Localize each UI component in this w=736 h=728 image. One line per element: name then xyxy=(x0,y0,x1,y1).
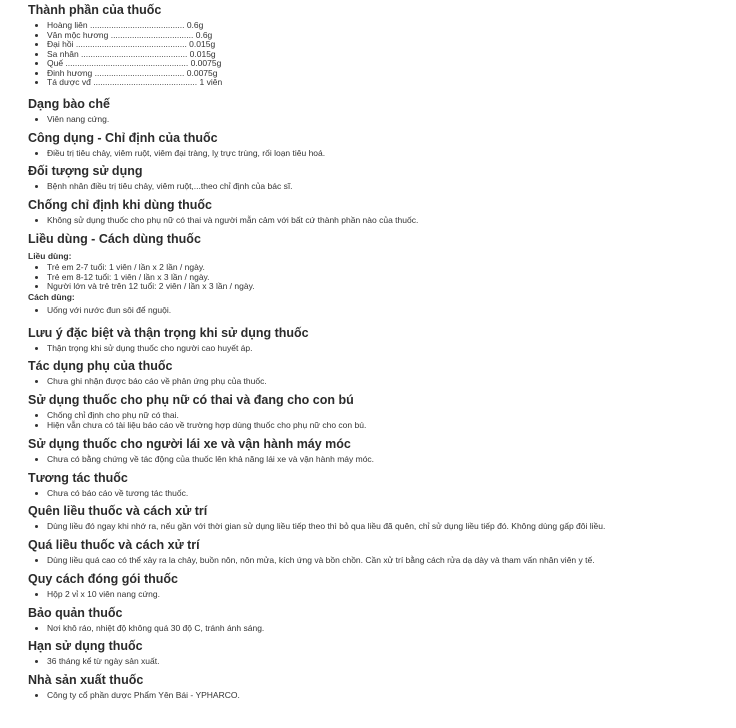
section-missed-dose xyxy=(28,503,605,532)
list-item: • Chưa có báo cáo về tương tác thuốc. xyxy=(47,489,188,499)
section-title: Sử dụng thuốc cho người lái xe và vận hành máy móc xyxy=(28,437,351,451)
list-item: • 36 tháng kể từ ngày sản xuất. xyxy=(47,657,160,667)
item-list xyxy=(28,377,267,387)
list-item: • Uống với nước đun sôi để nguội. xyxy=(47,306,255,316)
section-indications xyxy=(28,130,325,159)
section-ingredients xyxy=(28,2,222,88)
list-item: • Bệnh nhân điều trị tiêu chảy, viêm ruột,...theo chỉ định của bác sĩ. xyxy=(47,182,293,192)
dosage-list xyxy=(28,263,255,292)
list-item: • Viên nang cứng. xyxy=(47,115,110,125)
section-title: Chống chỉ định khi dùng thuốc xyxy=(28,198,212,212)
list-item: • Nơi khô ráo, nhiệt độ không quá 30 độ C, tránh ánh sáng. xyxy=(47,624,264,634)
list-item: • Hộp 2 vỉ x 10 viên nang cứng. xyxy=(47,590,178,600)
list-item: • Đinh hương ...................................... 0.0075g xyxy=(47,69,222,79)
item-list xyxy=(28,590,178,600)
section-title: Thành phần của thuốc xyxy=(28,3,162,17)
section-title: Quy cách đóng gói thuốc xyxy=(28,572,178,586)
section-title: Quên liều thuốc và cách xử trí xyxy=(28,504,208,518)
section-title: Nhà sản xuất thuốc xyxy=(28,673,144,687)
section-dosage xyxy=(28,231,255,315)
section-title: Dạng bào chế xyxy=(28,97,110,111)
section-title: Sử dụng thuốc cho phụ nữ có thai và đang cho con bú xyxy=(28,393,354,407)
section-title: Đối tượng sử dụng xyxy=(28,164,143,178)
usage-subheading: Cách dùng: xyxy=(28,291,75,302)
list-item: • Chưa ghi nhận được báo cáo về phản ứng phụ của thuốc. xyxy=(47,377,267,387)
section-packaging xyxy=(28,571,178,600)
item-list xyxy=(28,657,160,667)
section-title: Hạn sử dụng thuốc xyxy=(28,639,143,653)
list-item: • Điều trị tiêu chảy, viêm ruột, viêm đại tràng, lỵ trực trùng, rối loạn tiêu hoá. xyxy=(47,149,325,159)
section-interactions xyxy=(28,470,188,499)
list-item: • Không sử dụng thuốc cho phụ nữ có thai và người mẫn cảm với bất cứ thành phần nào của thuốc. xyxy=(47,216,418,226)
list-item: • Chưa có bằng chứng về tác động của thuốc lên khả năng lái xe và vận hành máy móc. xyxy=(47,455,374,465)
list-item: • Công ty cổ phần dược Phẩm Yên Bái - YPHARCO. xyxy=(47,691,240,701)
section-side-effects xyxy=(28,358,267,387)
item-list xyxy=(28,522,605,532)
item-list xyxy=(28,556,595,566)
section-precautions xyxy=(28,325,309,354)
section-title: Lưu ý đặc biệt và thận trọng khi sử dụng thuốc xyxy=(28,326,309,340)
section-expiry xyxy=(28,638,160,667)
list-item: • Đại hồi ............................................... 0.015g xyxy=(47,40,222,50)
section-overdose xyxy=(28,537,595,566)
item-list xyxy=(28,455,374,465)
list-item: • Sa nhân ............................................. 0.015g xyxy=(47,50,222,60)
section-dosage-form xyxy=(28,96,110,125)
list-item: • Thận trọng khi sử dụng thuốc cho người cao huyết áp. xyxy=(47,344,309,354)
list-item: • Hiện vẫn chưa có tài liệu báo cáo về trường hợp dùng thuốc cho phụ nữ cho con bú. xyxy=(47,421,366,431)
list-item: • Quế .................................................... 0.0075g xyxy=(47,59,222,69)
section-title: Liều dùng - Cách dùng thuốc xyxy=(28,232,201,246)
list-item: • Tá dược vđ ............................................ 1 viên xyxy=(47,78,222,88)
item-list xyxy=(28,691,240,701)
list-item: • Trẻ em 8-12 tuổi: 1 viên / lần x 3 lần / ngày. xyxy=(47,273,255,283)
section-driving xyxy=(28,436,374,465)
list-item: • Trẻ em 2-7 tuổi: 1 viên / lần x 2 lần / ngày. xyxy=(47,263,255,273)
list-item: • Dùng liều quá cao có thể xảy ra la chảy, buồn nôn, nôn mửa, kích ứng và bồn chồn. Cần xử trí bằng cách rửa dạ dày và tham vấn nhân viên y tế. xyxy=(47,556,595,566)
list-item: • Chống chỉ định cho phụ nữ có thai. xyxy=(47,411,366,421)
dosage-subheading: Liều dùng: xyxy=(28,251,72,261)
item-list xyxy=(28,149,325,159)
item-list xyxy=(28,344,309,354)
usage-list xyxy=(28,306,255,316)
list-item: • Hoàng liên ........................................ 0.6g xyxy=(47,21,222,31)
section-target-users xyxy=(28,163,293,192)
ingredient-list xyxy=(28,21,222,88)
item-list xyxy=(28,411,366,430)
item-list xyxy=(28,216,418,226)
list-item: • Dùng liều đó ngay khi nhớ ra, nếu gần với thời gian sử dụng liều tiếp theo thì bỏ qua liều đã quên, chỉ sử dụng liều tiếp đó. Không dùng gấp đôi liều. xyxy=(47,522,605,532)
section-title: Quá liều thuốc và cách xử trí xyxy=(28,538,200,552)
section-title: Tác dụng phụ của thuốc xyxy=(28,359,173,373)
section-title: Tương tác thuốc xyxy=(28,471,128,485)
item-list xyxy=(28,624,264,634)
section-title: Công dụng - Chỉ định của thuốc xyxy=(28,131,218,145)
list-item: • Người lớn và trẻ trên 12 tuổi: 2 viên / lần x 3 lần / ngày. xyxy=(47,282,255,292)
item-list xyxy=(28,182,293,192)
section-manufacturer xyxy=(28,672,240,701)
section-contraindications xyxy=(28,197,418,226)
list-item: • Vân mộc hương ................................... 0.6g xyxy=(47,31,222,41)
section-storage xyxy=(28,605,264,634)
section-pregnancy xyxy=(28,392,366,430)
section-title: Bảo quản thuốc xyxy=(28,606,123,620)
item-list xyxy=(28,115,110,125)
item-list xyxy=(28,489,188,499)
